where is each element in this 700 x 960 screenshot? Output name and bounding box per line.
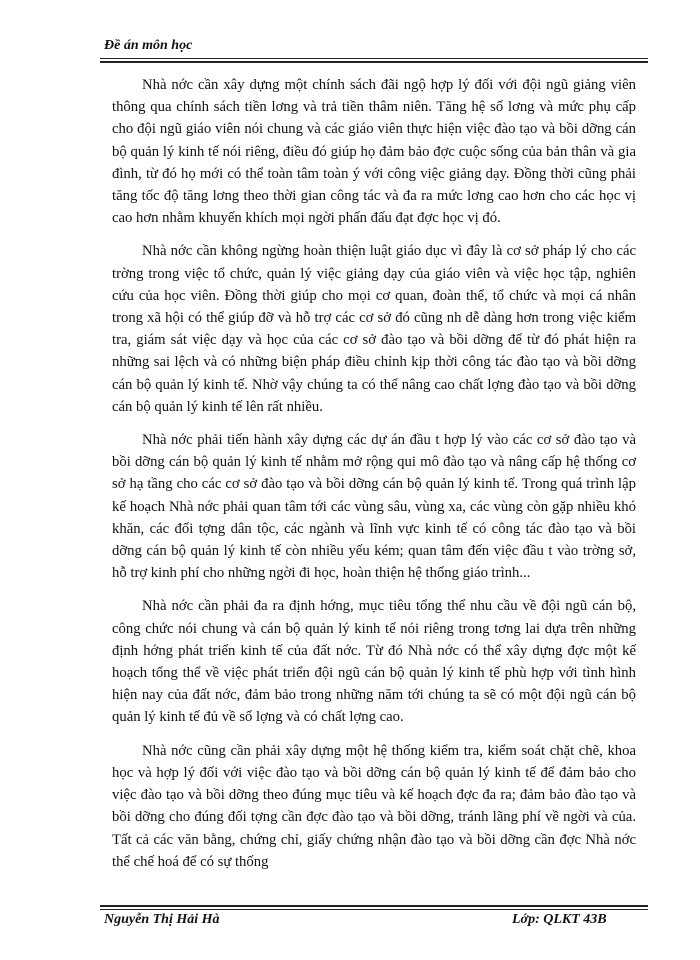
- paragraph-2: Nhà nớc cần không ngừng hoàn thiện luật giáo dục vì đây là cơ sở pháp lý cho các trờng trong việc tổ chức, quản lý việc giảng dạy của giáo viên và việc học tập, nghiên cứu của học viên. Đồng thời giúp cho mọi cơ quan, đoàn thể, tổ chức và mọi cá nhân trong xã hội có thể giúp đỡ và hỗ trợ các cơ sở đó cũng nh dễ dàng hơn trong việc kiểm tra, giám sát việc dạy và học của các cơ sở đào tạo và bồi dỡng để từ đó phát hiện ra những sai lệch và có những biện pháp điều chỉnh kịp thời công tác đào tạo và bồi dỡng cán bộ quản lý kinh tế. Nhờ vậy chúng ta có thể nâng cao chất lợng đào tạo và bồi dỡng cán bộ quản lý kinh tế lên rất nhiều.: [112, 243, 636, 415]
- footer-author: Nguyễn Thị Hải Hà: [104, 912, 220, 927]
- header-divider: [100, 58, 648, 63]
- paragraph-1: Nhà nớc cần xây dựng một chính sách đãi ngộ hợp lý đối với đội ngũ giảng viên thông qua chính sách tiền lơng và trả tiền thâm niên. Tăng hệ số lơng và mức phụ cấp cho đội ngũ giáo viên nói chung và các giáo viên thực hiện việc đào tạo và bồi dỡng cán bộ quản lý kinh tế nói riêng, điều đó giúp họ đảm bảo đợc cuộc sống của bản thân và gia đình, từ đó họ mới có thể toàn tâm toàn ý với công việc giảng dạy. Đồng thời cũng phải tăng tốc độ tăng lơng theo thời gian công tác và đa ra mức lơng cao hơn cho các học vị cao hơn nhằm khuyến khích mọi ngời phấn đấu đạt đợc học vị đó.: [112, 77, 636, 227]
- paragraph-4: Nhà nớc cần phải đa ra định hớng, mục tiêu tổng thể nhu cầu về đội ngũ cán bộ, công chức nói chung và cán bộ quản lý kinh tế nói riêng trong tơng lai dựa trên những định hớng phát triển kinh tế của đất nớc. Từ đó Nhà nớc có thể xây dựng đợc một kế hoạch tổng thể về việc phát triển đội ngũ cán bộ quản lý kinh tế phù hợp với tình hình hiện nay của đất nớc, đảm bảo trong những năm tới chúng ta sẽ có một đội ngũ cán bộ quản lý kinh tế đủ về số lợng và có chất lợng cao.: [112, 598, 636, 726]
- paragraph-5: Nhà nớc cũng cần phải xây dựng một hệ thống kiểm tra, kiểm soát chặt chẽ, khoa học và hợp lý đối với việc đào tạo và bồi dỡng cán bộ quản lý kinh tế để đảm bảo cho việc đào tạo và bồi dỡng theo đúng mục tiêu và kế hoạch đợc đa ra; đảm bảo đào tạo và bồi dỡng cho đúng đối tợng cần đợc đào tạo và bồi dỡng, tránh lãng phí về ngời và của. Tất cả các văn bằng, chứng chỉ, giấy chứng nhận đào tạo và bồi dỡng cần đợc Nhà nớc thể chế hoá để có sự thống: [112, 742, 636, 870]
- footer-class: Lớp: QLKT 43B: [512, 912, 607, 927]
- paragraph-3: Nhà nớc phải tiến hành xây dựng các dự án đầu t hợp lý vào các cơ sở đào tạo và bồi dỡng cán bộ quản lý kinh tế nhằm mở rộng qui mô đào tạo và nâng cấp hệ thống cơ sở hạ tầng cho các cơ sở đào tạo và bồi dỡng cán bộ quản lý kinh tế. Trong quá trình lập kế hoạch Nhà nớc phải quan tâm tới các vùng sâu, vùng xa, các vùng còn gặp nhiều khó khăn, các đối tợng dân tộc, các ngành và lĩnh vực kinh tế có công tác đào tạo và bồi dỡng cán bộ quản lý kinh tế còn nhiều yếu kém; quan tâm đến việc đầu t vào trờng sở, hỗ trợ kinh phí cho những ngời đi học, hoàn thiện hệ thống giáo trình...: [112, 432, 636, 582]
- footer-divider: [100, 905, 648, 910]
- header-title: Đề án môn học: [104, 38, 193, 53]
- body-text: [112, 74, 636, 884]
